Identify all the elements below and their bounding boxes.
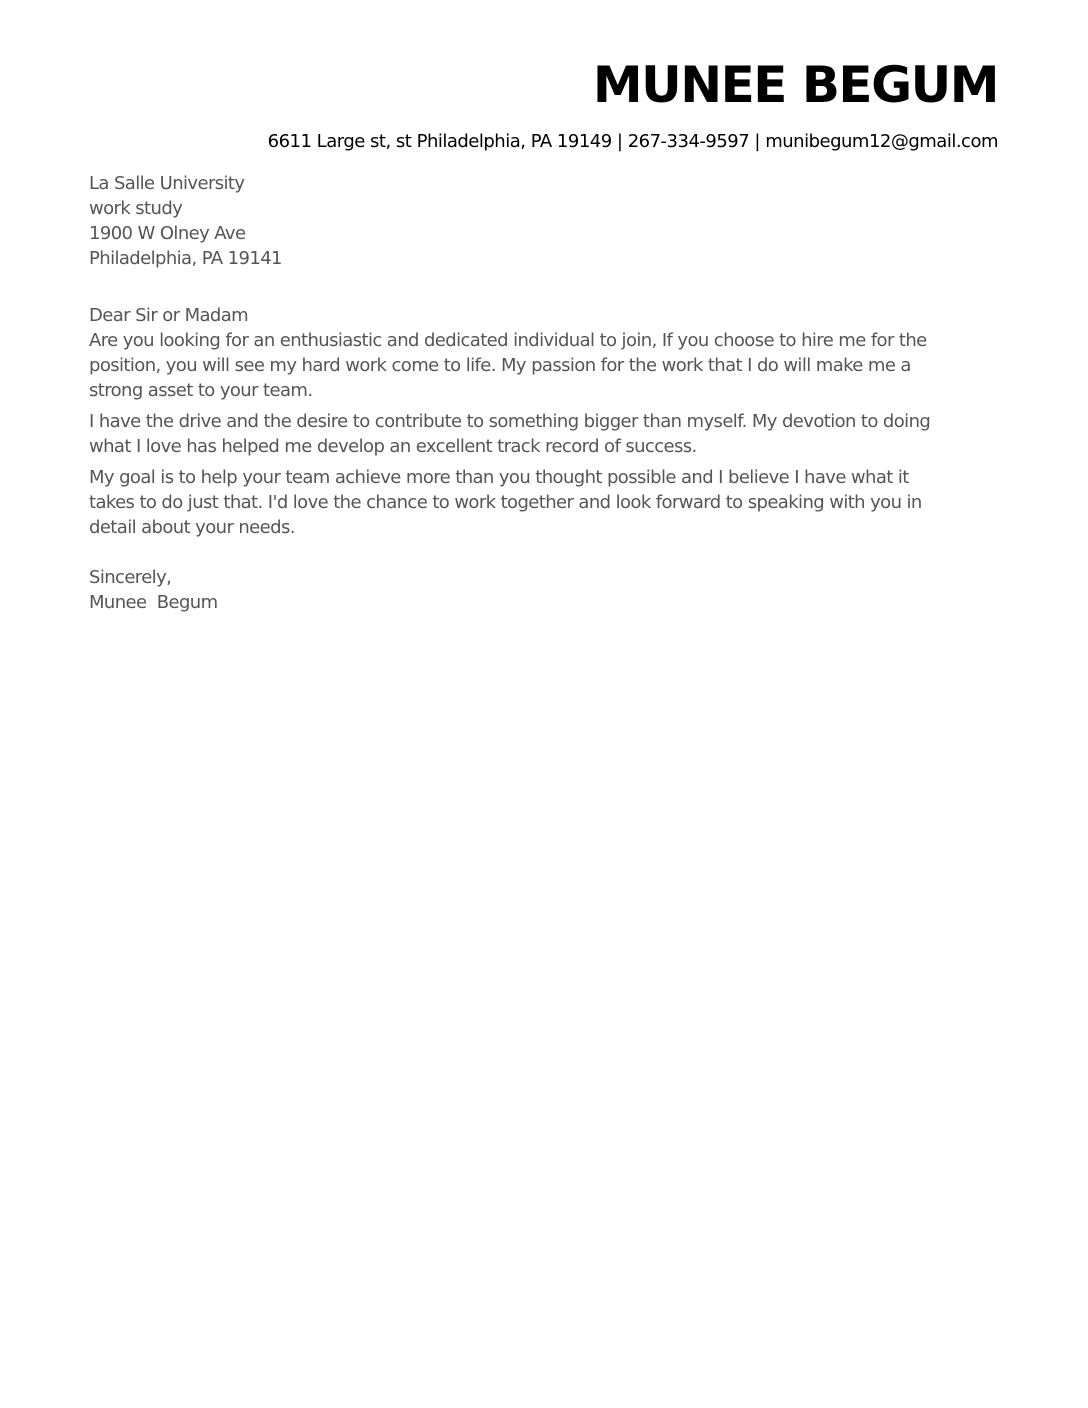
recipient-line: work study	[89, 198, 183, 219]
letter-header	[89, 50, 998, 154]
paragraph-line: position, you will see my hard work come to life. My passion for the work that I do will make me a	[89, 355, 911, 376]
recipient-line: La Salle University	[89, 173, 245, 194]
paragraph-line: detail about your needs.	[89, 517, 295, 538]
paragraph-line: My goal is to help your team achieve more than you thought possible and I believe I have what it	[89, 467, 909, 488]
sender-contact-info: 6611 Large st, st Philadelphia, PA 19149 | 267-334-9597 | munibegum12@gmail.com	[267, 131, 998, 152]
sender-name: MUNEE BEGUM	[592, 56, 998, 114]
paragraph-line: I have the drive and the desire to contribute to something bigger than myself. My devotion to doing	[89, 411, 931, 432]
salutation: Dear Sir or Madam	[89, 305, 249, 326]
body-paragraph	[89, 409, 1002, 459]
paragraph-line: what I love has helped me develop an excellent track record of success.	[89, 436, 697, 457]
letter-body	[89, 171, 1002, 615]
paragraph-line: Are you looking for an enthusiastic and dedicated individual to join, If you choose to hire me for the	[89, 330, 927, 351]
closing-block	[89, 565, 1002, 615]
paragraph-line: takes to do just that. I'd love the chance to work together and look forward to speaking with you in	[89, 492, 922, 513]
body-paragraph	[89, 465, 1002, 540]
recipient-address	[89, 171, 1002, 271]
recipient-line: 1900 W Olney Ave	[89, 223, 246, 244]
body-paragraph	[89, 328, 1002, 403]
paragraph-line: strong asset to your team.	[89, 380, 313, 401]
recipient-line: Philadelphia, PA 19141	[89, 248, 282, 269]
closing: Sincerely,	[89, 567, 172, 588]
signature-name: Munee Begum	[89, 592, 218, 613]
